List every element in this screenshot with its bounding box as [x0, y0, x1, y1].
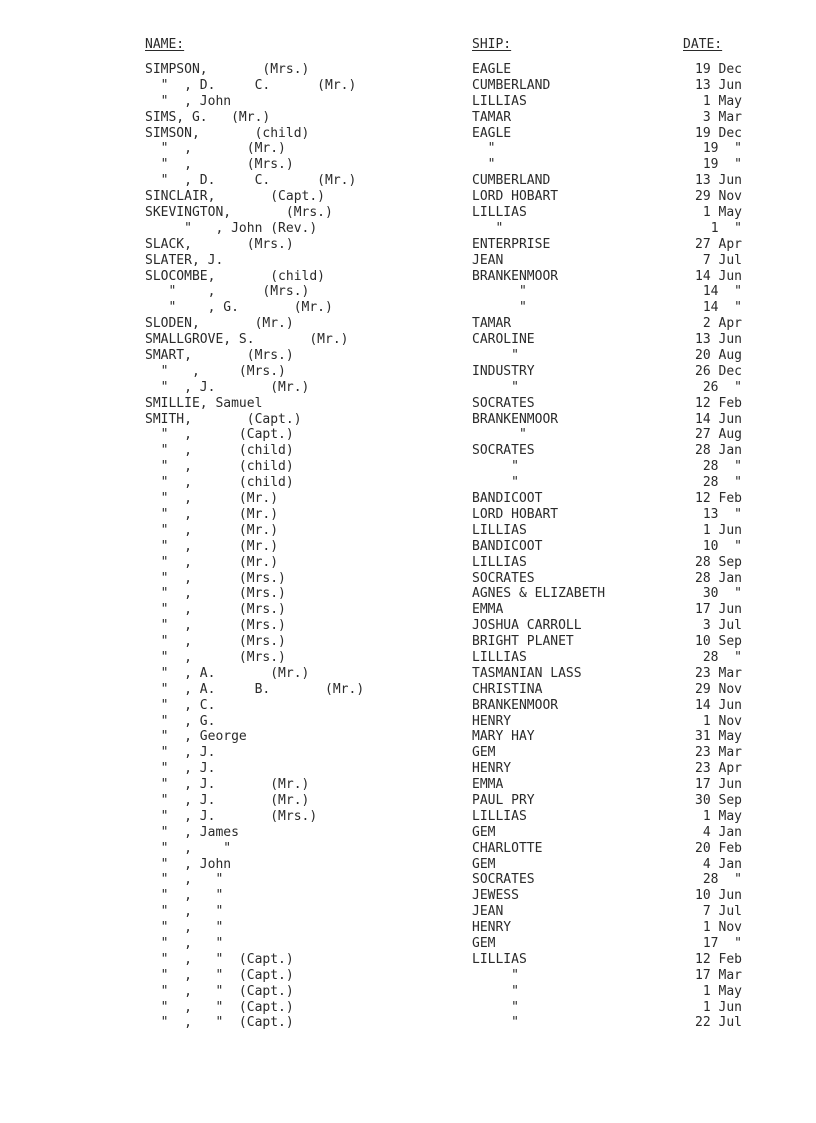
- arrival-date: 20 Aug: [695, 348, 742, 364]
- table-row: [0, 602, 816, 618]
- passenger-name: " , J.: [145, 761, 216, 777]
- passenger-name: " , (Mrs.): [145, 618, 286, 634]
- table-row: [0, 857, 816, 873]
- table-row: [0, 459, 816, 475]
- table-row: [0, 491, 816, 507]
- ship-name: JOSHUA CARROLL: [472, 618, 582, 634]
- table-row: [0, 507, 816, 523]
- passenger-name: " , G.: [145, 713, 216, 729]
- passenger-name: SMITH, (Capt.): [145, 411, 302, 427]
- arrival-date: 26 ": [702, 379, 742, 395]
- ship-name: CAROLINE: [472, 332, 535, 348]
- arrival-date: 10 Sep: [695, 634, 742, 650]
- passenger-name: SLACK, (Mrs.): [145, 236, 294, 252]
- table-row: [0, 539, 816, 555]
- passenger-name: SMALLGROVE, S. (Mr.): [145, 332, 349, 348]
- ship-name: LILLIAS: [472, 951, 527, 967]
- table-row: [0, 269, 816, 285]
- table-row: [0, 237, 816, 253]
- ship-name: LILLIAS: [472, 93, 527, 109]
- arrival-date: 28 ": [702, 475, 742, 491]
- ship-name: BANDICOOT: [472, 491, 543, 507]
- ship-name: TASMANIAN LASS: [472, 665, 582, 681]
- ship-name: EMMA: [472, 777, 504, 793]
- table-row: [0, 968, 816, 984]
- passenger-name: SLODEN, (Mr.): [145, 316, 294, 332]
- table-row: [0, 78, 816, 94]
- arrival-date: 23 Apr: [695, 761, 742, 777]
- table-row: [0, 571, 816, 587]
- arrival-date: 13 Jun: [695, 332, 742, 348]
- table-row: [0, 904, 816, 920]
- arrival-date: 29 Nov: [695, 189, 742, 205]
- arrival-date: 3 Jul: [702, 618, 742, 634]
- ship-name: ": [472, 220, 504, 236]
- arrival-date: 23 Mar: [695, 745, 742, 761]
- ship-name: CUMBERLAND: [472, 173, 551, 189]
- passenger-name: " , (Mr.): [145, 554, 279, 570]
- arrival-date: 28 Jan: [695, 570, 742, 586]
- ship-name: INDUSTRY: [472, 363, 535, 379]
- table-row: [0, 126, 816, 142]
- arrival-date: 13 Jun: [695, 173, 742, 189]
- ship-name: LILLIAS: [472, 649, 527, 665]
- ship-name: GEM: [472, 745, 496, 761]
- table-row: [0, 332, 816, 348]
- arrival-date: 1 Jun: [702, 522, 742, 538]
- passenger-name: " , (Mr.): [145, 141, 286, 157]
- ship-name: LILLIAS: [472, 522, 527, 538]
- table-row: [0, 475, 816, 491]
- ship-name: HENRY: [472, 761, 512, 777]
- arrival-date: 22 Jul: [695, 1015, 742, 1031]
- ship-name: CHRISTINA: [472, 681, 543, 697]
- ship-name: HENRY: [472, 920, 512, 936]
- ship-name: EMMA: [472, 602, 504, 618]
- ship-name: GEM: [472, 824, 496, 840]
- table-row: [0, 443, 816, 459]
- passenger-name: SMART, (Mrs.): [145, 348, 294, 364]
- passenger-name: " , J. (Mr.): [145, 777, 310, 793]
- arrival-date: 30 Sep: [695, 792, 742, 808]
- ship-name: ": [472, 141, 496, 157]
- ship-name: ": [472, 157, 496, 173]
- passenger-name: " , (Mrs.): [145, 157, 294, 173]
- passenger-name: " , (Mrs.): [145, 363, 286, 379]
- table-row: [0, 284, 816, 300]
- arrival-date: 10 Jun: [695, 888, 742, 904]
- arrival-date: 23 Mar: [695, 665, 742, 681]
- passenger-name: " , D. C. (Mr.): [145, 173, 357, 189]
- passenger-name: SIMSON, (child): [145, 125, 310, 141]
- arrival-date: 1 May: [702, 93, 742, 109]
- passenger-name: " , " (Capt.): [145, 951, 294, 967]
- arrival-date: 1 May: [702, 983, 742, 999]
- table-row: [0, 412, 816, 428]
- table-row: [0, 380, 816, 396]
- table-row: [0, 253, 816, 269]
- arrival-date: 1 Nov: [702, 713, 742, 729]
- arrival-date: 31 May: [695, 729, 742, 745]
- passenger-name: " , (Mrs.): [145, 586, 286, 602]
- passenger-name: " , ": [145, 872, 224, 888]
- arrival-date: 13 Jun: [695, 77, 742, 93]
- table-row: [0, 221, 816, 237]
- passenger-name: " , John: [145, 856, 232, 872]
- arrival-date: 19 ": [702, 141, 742, 157]
- arrival-date: 17 ": [702, 935, 742, 951]
- ship-name: TAMAR: [472, 316, 512, 332]
- ship-name: TAMAR: [472, 109, 512, 125]
- table-row: [0, 618, 816, 634]
- table-row: [0, 189, 816, 205]
- passenger-name: " , (Mr.): [145, 522, 279, 538]
- ship-name: BRANKENMOOR: [472, 697, 559, 713]
- passenger-name: " , (child): [145, 475, 294, 491]
- ship-column-header: SHIP:: [472, 37, 512, 52]
- table-row: [0, 110, 816, 126]
- ship-name: ": [472, 348, 519, 364]
- ship-name: CUMBERLAND: [472, 77, 551, 93]
- arrival-date: 28 ": [702, 459, 742, 475]
- arrival-date: 17 Mar: [695, 967, 742, 983]
- passenger-name: " , (Mr.): [145, 506, 279, 522]
- ship-name: ": [472, 427, 527, 443]
- passenger-name: " , ": [145, 904, 224, 920]
- ship-name: BRANKENMOOR: [472, 411, 559, 427]
- arrival-date: 12 Feb: [695, 951, 742, 967]
- ship-name: BRIGHT PLANET: [472, 634, 574, 650]
- passenger-name: " , J. (Mr.): [145, 379, 310, 395]
- table-row: [0, 316, 816, 332]
- arrival-date: 12 Feb: [695, 395, 742, 411]
- passenger-name: SMILLIE, Samuel: [145, 395, 263, 411]
- arrival-date: 30 ": [702, 586, 742, 602]
- ship-name: JEAN: [472, 252, 504, 268]
- passenger-name: " , (Mrs.): [145, 649, 286, 665]
- table-row: [0, 173, 816, 189]
- arrival-date: 19 Dec: [695, 125, 742, 141]
- arrival-date: 17 Jun: [695, 602, 742, 618]
- table-row: [0, 777, 816, 793]
- passenger-name: " , " (Capt.): [145, 983, 294, 999]
- arrival-date: 19 Dec: [695, 62, 742, 77]
- table-row: [0, 952, 816, 968]
- arrival-date: 27 Aug: [695, 427, 742, 443]
- passenger-name: SKEVINGTON, (Mrs.): [145, 205, 333, 221]
- passenger-name: " , " (Capt.): [145, 999, 294, 1015]
- table-row: [0, 300, 816, 316]
- passenger-name: " , J. (Mrs.): [145, 808, 318, 824]
- ship-name: ": [472, 983, 519, 999]
- passenger-name: " , John: [145, 93, 232, 109]
- arrival-date: 13 ": [702, 506, 742, 522]
- passenger-name: " , C.: [145, 697, 216, 713]
- passenger-name: SIMPSON, (Mrs.): [145, 62, 310, 77]
- arrival-date: 29 Nov: [695, 681, 742, 697]
- table-row: [0, 348, 816, 364]
- arrival-date: 12 Feb: [695, 491, 742, 507]
- ship-name: BRANKENMOOR: [472, 268, 559, 284]
- arrival-date: 27 Apr: [695, 236, 742, 252]
- ship-name: GEM: [472, 935, 496, 951]
- arrival-date: 14 ": [702, 300, 742, 316]
- arrival-date: 2 Apr: [702, 316, 742, 332]
- table-row: [0, 1015, 816, 1031]
- arrival-date: 7 Jul: [702, 252, 742, 268]
- table-row: [0, 888, 816, 904]
- passenger-name: " , (child): [145, 443, 294, 459]
- ship-name: CHARLOTTE: [472, 840, 543, 856]
- arrival-date: 1 Jun: [702, 999, 742, 1015]
- table-row: [0, 872, 816, 888]
- table-row: [0, 523, 816, 539]
- table-row: [0, 634, 816, 650]
- table-row: [0, 745, 816, 761]
- table-row: [0, 809, 816, 825]
- table-row: [0, 364, 816, 380]
- ship-name: MARY HAY: [472, 729, 535, 745]
- arrival-date: 4 Jan: [702, 824, 742, 840]
- table-row: [0, 984, 816, 1000]
- passenger-name: " , G. (Mr.): [145, 300, 333, 316]
- arrival-date: 19 ": [702, 157, 742, 173]
- ship-name: ": [472, 459, 519, 475]
- passenger-name: " , (Mrs.): [145, 284, 310, 300]
- table-row: [0, 427, 816, 443]
- ship-name: AGNES & ELIZABETH: [472, 586, 606, 602]
- ship-name: SOCRATES: [472, 395, 535, 411]
- passenger-name: " , (Capt.): [145, 427, 294, 443]
- ship-name: ": [472, 475, 519, 491]
- table-row: [0, 1000, 816, 1016]
- ship-name: LILLIAS: [472, 808, 527, 824]
- passenger-name: " , (Mrs.): [145, 634, 286, 650]
- ship-name: LILLIAS: [472, 205, 527, 221]
- ship-name: ": [472, 1015, 519, 1031]
- passenger-name: SLOCOMBE, (child): [145, 268, 326, 284]
- arrival-date: 7 Jul: [702, 904, 742, 920]
- passenger-name: " , (child): [145, 459, 294, 475]
- date-column-header: DATE:: [683, 37, 723, 52]
- table-row: [0, 682, 816, 698]
- ship-name: LORD HOBART: [472, 189, 559, 205]
- ship-name: SOCRATES: [472, 872, 535, 888]
- table-row: [0, 793, 816, 809]
- arrival-date: 1 May: [702, 808, 742, 824]
- arrival-date: 14 Jun: [695, 411, 742, 427]
- passenger-name: " , ": [145, 888, 224, 904]
- table-row: [0, 698, 816, 714]
- table-row: [0, 761, 816, 777]
- table-row: [0, 729, 816, 745]
- arrival-date: 28 Jan: [695, 443, 742, 459]
- passenger-name: " , John (Rev.): [145, 220, 318, 236]
- table-row: [0, 936, 816, 952]
- ship-name: EAGLE: [472, 125, 512, 141]
- table-row: [0, 586, 816, 602]
- table-row: [0, 157, 816, 173]
- passenger-name: " , " (Capt.): [145, 967, 294, 983]
- passenger-name: SIMS, G. (Mr.): [145, 109, 271, 125]
- passenger-name: " , ": [145, 840, 232, 856]
- table-row: [0, 666, 816, 682]
- passenger-name: " , George: [145, 729, 247, 745]
- ship-name: LORD HOBART: [472, 506, 559, 522]
- ship-name: ": [472, 300, 527, 316]
- table-row: [0, 62, 816, 78]
- passenger-list: [0, 62, 816, 1031]
- passenger-name: " , " (Capt.): [145, 1015, 294, 1031]
- ship-name: JEWESS: [472, 888, 519, 904]
- passenger-name: " , (Mrs.): [145, 570, 286, 586]
- arrival-date: 1 ": [710, 220, 742, 236]
- arrival-date: 3 Mar: [702, 109, 742, 125]
- ship-name: EAGLE: [472, 62, 512, 77]
- passenger-name: " , (Mr.): [145, 491, 279, 507]
- ship-name: SOCRATES: [472, 570, 535, 586]
- passenger-name: " , J. (Mr.): [145, 792, 310, 808]
- passenger-name: " , (Mrs.): [145, 602, 286, 618]
- table-row: [0, 825, 816, 841]
- passenger-name: " , ": [145, 920, 224, 936]
- table-row: [0, 714, 816, 730]
- ship-name: SOCRATES: [472, 443, 535, 459]
- arrival-date: 14 ": [702, 284, 742, 300]
- passenger-name: " , ": [145, 935, 224, 951]
- arrival-date: 28 ": [702, 649, 742, 665]
- arrival-date: 1 Nov: [702, 920, 742, 936]
- passenger-name: SINCLAIR, (Capt.): [145, 189, 326, 205]
- passenger-name: " , James: [145, 824, 239, 840]
- ship-name: ": [472, 999, 519, 1015]
- passenger-name: " , A. B. (Mr.): [145, 681, 365, 697]
- arrival-date: 1 May: [702, 205, 742, 221]
- arrival-date: 14 Jun: [695, 697, 742, 713]
- passenger-name: " , (Mr.): [145, 538, 279, 554]
- ship-name: ": [472, 967, 519, 983]
- ship-name: HENRY: [472, 713, 512, 729]
- ship-name: LILLIAS: [472, 554, 527, 570]
- name-column-header: NAME:: [145, 37, 185, 52]
- arrival-date: 17 Jun: [695, 777, 742, 793]
- table-row: [0, 920, 816, 936]
- table-row: [0, 396, 816, 412]
- table-row: [0, 141, 816, 157]
- arrival-date: 28 Sep: [695, 554, 742, 570]
- table-row: [0, 94, 816, 110]
- ship-name: BANDICOOT: [472, 538, 543, 554]
- passenger-name: " , D. C. (Mr.): [145, 77, 357, 93]
- ship-name: PAUL PRY: [472, 792, 535, 808]
- ship-name: ": [472, 284, 527, 300]
- table-row: [0, 555, 816, 571]
- table-row: [0, 205, 816, 221]
- arrival-date: 14 Jun: [695, 268, 742, 284]
- table-row: [0, 841, 816, 857]
- arrival-date: 28 ": [702, 872, 742, 888]
- table-row: [0, 650, 816, 666]
- passenger-name: SLATER, J.: [145, 252, 224, 268]
- arrival-date: 10 ": [702, 538, 742, 554]
- arrival-date: 4 Jan: [702, 856, 742, 872]
- ship-name: ENTERPRISE: [472, 236, 551, 252]
- ship-name: JEAN: [472, 904, 504, 920]
- arrival-date: 26 Dec: [695, 363, 742, 379]
- arrival-date: 20 Feb: [695, 840, 742, 856]
- ship-name: GEM: [472, 856, 496, 872]
- passenger-name: " , J.: [145, 745, 216, 761]
- ship-name: ": [472, 379, 519, 395]
- passenger-name: " , A. (Mr.): [145, 665, 310, 681]
